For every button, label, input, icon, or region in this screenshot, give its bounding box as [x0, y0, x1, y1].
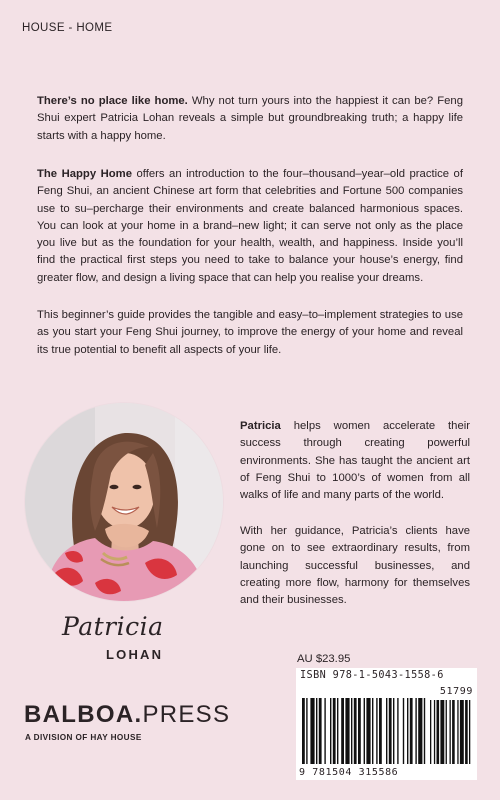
barcode-addon-bar — [430, 700, 431, 764]
barcode-addon-bar — [469, 700, 470, 764]
barcode-bar — [415, 698, 416, 764]
author-photo — [25, 403, 223, 601]
barcode-bar — [302, 698, 305, 764]
barcode-bar — [366, 698, 370, 764]
barcode-addon-bar — [452, 700, 455, 764]
blurb-paragraph-3: This beginner’s guide provides the tangible and easy–to–implement strategies to use as you start your Feng Shui journey, to improve the energy of your home and reveal its true potential to benefit all aspects of your life. — [37, 309, 463, 356]
author-portrait-illustration — [25, 403, 223, 601]
barcode-bar — [351, 698, 352, 764]
author-bio-2: With her guidance, Patricia’s clients have gone on to see extraordinary results, from launching successful businesses, and creating more flow, harmony for themselves and their businesses. — [240, 525, 470, 607]
publisher-name-bold: BALBOA — [24, 701, 135, 728]
author-surname: LOHAN — [106, 647, 164, 662]
barcode-bar — [372, 698, 373, 764]
barcode-addon-bar — [450, 700, 451, 764]
isbn-text: ISBN 978-1-5043-1558-6 — [300, 670, 444, 681]
barcode-bar — [410, 698, 413, 764]
barcode-bar — [393, 698, 394, 764]
blurb-paragraph-1 — [37, 93, 463, 145]
barcode-bar — [376, 698, 377, 764]
publisher-dot: . — [134, 701, 143, 728]
author-signature: Patricia — [62, 612, 164, 641]
barcode-bar — [319, 698, 322, 764]
ean-text: 9 781504 315586 — [299, 767, 399, 778]
barcode-bar — [330, 698, 331, 764]
barcode-addon-bar — [457, 700, 458, 764]
barcode-bar — [354, 698, 357, 764]
barcode-bar — [403, 698, 404, 764]
publisher-division: A DIVISION OF HAY HOUSE — [25, 733, 142, 742]
barcode-bar — [306, 698, 307, 764]
barcode-bar — [310, 698, 314, 764]
publisher-name-light: PRESS — [142, 701, 231, 728]
blurb-description-text: offers an introduction to the four–thousand–year–old practice of Feng Shui, an ancient Chinese art form that celebrities and Fortune 500 companies use to su–percharge their environments and create balanced harmonious spaces. You can look at your home in a brand–new light; it can serve not only as the place you live but as the foundation for your health, wealth, and happiness. Inside you’ll find the practical first steps you need to take to balance your house’s energy, find greater flow, and design a living space that can help you realise your dreams. — [37, 168, 463, 284]
barcode-bar — [364, 698, 365, 764]
barcode-addon-bar — [434, 700, 435, 764]
blurb-lead-bold: There’s no place like home. — [37, 95, 188, 107]
barcode-bar — [345, 698, 349, 764]
barcode-bar — [397, 698, 398, 764]
barcode-bar — [341, 698, 344, 764]
barcode-bar — [333, 698, 336, 764]
barcode-addon-bar — [440, 700, 444, 764]
barcode-bar — [407, 698, 408, 764]
barcode-bar — [358, 698, 361, 764]
blurb-paragraph-2 — [37, 166, 463, 287]
category-label: HOUSE - HOME — [22, 22, 113, 34]
barcode-addon-bar — [437, 700, 440, 764]
barcode-bar — [424, 698, 425, 764]
barcode-addon-bar — [446, 700, 447, 764]
publisher-logo — [24, 701, 230, 729]
book-title-bold: The Happy Home — [37, 168, 132, 180]
barcode-bar — [386, 698, 387, 764]
barcode-addon-text: 51799 — [439, 686, 473, 697]
price-label: AU $23.95 — [297, 653, 351, 665]
barcode-addon-bar — [465, 700, 468, 764]
barcode-bars — [296, 668, 477, 780]
author-bio-1 — [240, 418, 470, 504]
barcode-bar — [324, 698, 325, 764]
barcode-bar — [389, 698, 392, 764]
barcode-bar — [379, 698, 382, 764]
author-bio-text-1: helps women accelerate their success through creating powerful environments. She has taught the ancient art of Feng Shui to 1000’s of women from all walks of life and many parts of the world. — [240, 420, 470, 502]
blurb-lead-text: Why not turn yours into the happiest it can be? Feng Shui expert Patricia Lohan reveals a simple but groundbreaking truth; a happy life starts with a happy home. — [37, 95, 463, 142]
barcode-bar — [316, 698, 317, 764]
isbn-barcode — [296, 668, 477, 780]
author-name-bold: Patricia — [240, 420, 281, 432]
barcode-addon-bar — [460, 700, 464, 764]
barcode-bar — [418, 698, 422, 764]
barcode-bar — [337, 698, 338, 764]
